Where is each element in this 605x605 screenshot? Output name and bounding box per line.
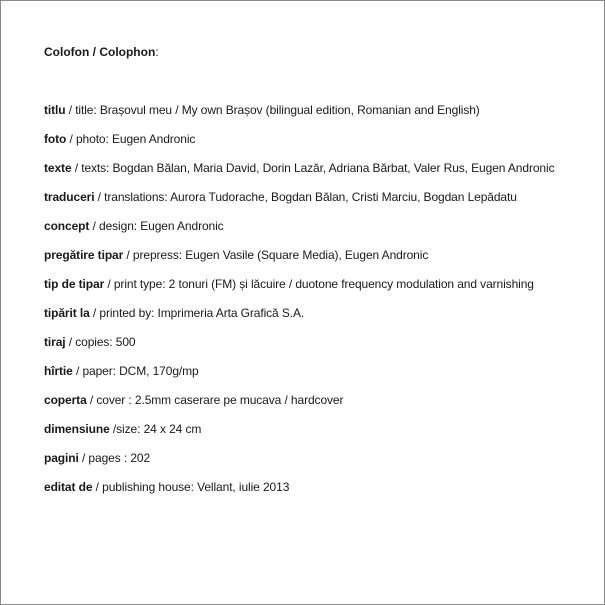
colophon-heading xyxy=(44,44,159,60)
colophon-line-paper xyxy=(44,363,554,392)
colophon-list xyxy=(44,102,554,508)
colophon-line-cover xyxy=(44,392,554,421)
line-value: / paper: DCM, 170g/mp xyxy=(72,364,199,378)
line-label: tipărit la xyxy=(44,306,90,320)
line-label: pagini xyxy=(44,451,79,465)
line-label: editat de xyxy=(44,480,93,494)
line-value: / copies: 500 xyxy=(65,335,136,349)
line-value: / publishing house: Vellant, iulie 2013 xyxy=(92,480,290,494)
colophon-line-print-type xyxy=(44,276,554,305)
line-value: / photo: Eugen Andronic xyxy=(66,132,196,146)
line-label: traduceri xyxy=(44,190,95,204)
colophon-line-printed-by xyxy=(44,305,554,334)
colophon-line-pages xyxy=(44,450,554,479)
line-label: titlu xyxy=(44,103,66,117)
line-label: texte xyxy=(44,161,72,175)
colophon-line-prepress xyxy=(44,247,554,276)
line-value: / translations: Aurora Tudorache, Bogdan Bălan, Cristi Marciu, Bogdan Lepădatu xyxy=(94,190,517,204)
line-value: / prepress: Eugen Vasile (Square Media), Eugen Andronic xyxy=(123,248,429,262)
line-label: pregătire tipar xyxy=(44,248,124,262)
line-value: / title: Brașovul meu / My own Brașov (bilingual edition, Romanian and English) xyxy=(65,103,480,117)
line-value: /size: 24 x 24 cm xyxy=(109,422,202,436)
colophon-line-publisher xyxy=(44,479,554,508)
colophon-line-texts xyxy=(44,160,554,189)
line-label: hîrtie xyxy=(44,364,73,378)
colophon-line-copies xyxy=(44,334,554,363)
heading-colon: : xyxy=(155,45,159,59)
line-value: / design: Eugen Andronic xyxy=(89,219,224,233)
line-label: tiraj xyxy=(44,335,66,349)
line-label: tip de tipar xyxy=(44,277,105,291)
line-label: concept xyxy=(44,219,90,233)
colophon-line-title xyxy=(44,102,554,131)
line-value: / pages : 202 xyxy=(78,451,151,465)
heading-bold: Colofon / Colophon xyxy=(44,45,156,59)
colophon-line-size xyxy=(44,421,554,450)
colophon-line-photo xyxy=(44,131,554,160)
colophon-line-translations xyxy=(44,189,554,218)
line-value: / printed by: Imprimeria Arta Grafică S.A. xyxy=(89,306,305,320)
line-value: / cover : 2.5mm caserare pe mucava / hardcover xyxy=(86,393,344,407)
line-label: coperta xyxy=(44,393,87,407)
line-value: / print type: 2 tonuri (FM) și lăcuire / duotone frequency modulation and varnishing xyxy=(104,277,534,291)
colophon-line-design xyxy=(44,218,554,247)
line-label: foto xyxy=(44,132,67,146)
line-value: / texts: Bogdan Bălan, Maria David, Dorin Lazăr, Adriana Bărbat, Valer Rus, Eugen Andronic xyxy=(71,161,555,175)
line-label: dimensiune xyxy=(44,422,110,436)
